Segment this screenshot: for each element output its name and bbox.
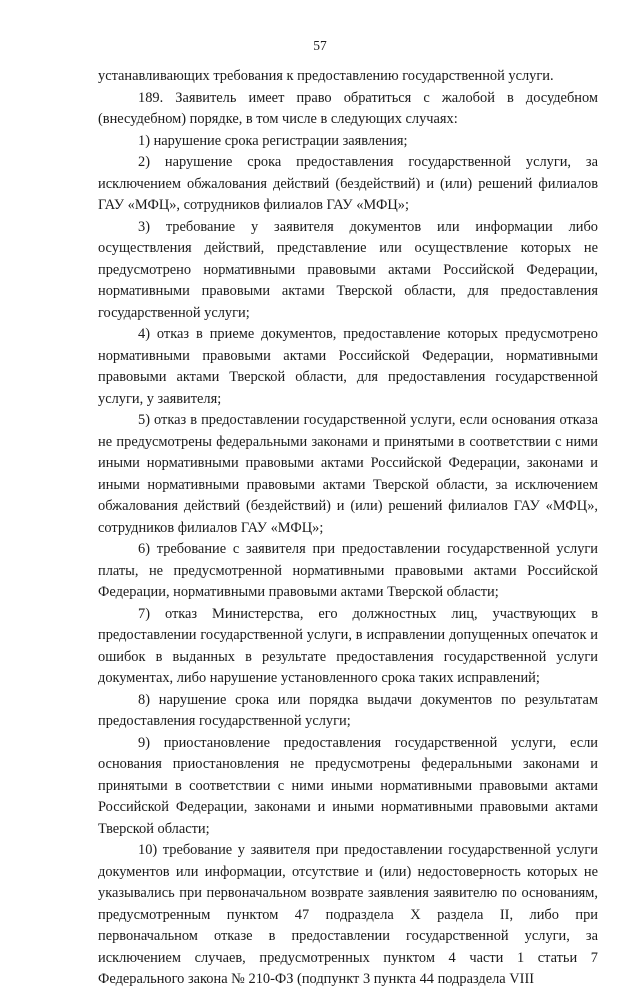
list-item-4: 4) отказ в приеме документов, предоставление которых предусмотрено нормативными правовыми актами Российской Федерации, нормативными правовыми актами Тверской области, для предоставления государственной услуги, у заявителя; (98, 326, 598, 407)
list-item-2: 2) нарушение срока предоставления государственной услуги, за исключением обжалования действий (бездействий) и (или) решений филиалов ГАУ «МФЦ», сотрудников филиалов ГАУ «МФЦ»; (98, 154, 598, 213)
list-item-7: 7) отказ Министерства, его должностных лиц, участвующих в предоставлении государственной услуги, в исправлении допущенных опечаток и ошибок в выданных в результате предоставления государственной услуги документах, либо нарушение установленного срока таких исправлений; (98, 605, 598, 686)
list-item-9: 9) приостановление предоставления государственной услуги, если основания приостановления не предусмотрены федеральными законами и принятыми в соответствии с ними иными нормативными правовыми актами Российской Федерации, законами и иными нормативными правовыми актами Тверской области; (98, 734, 598, 837)
list-item-1: 1) нарушение срока регистрации заявления; (138, 132, 408, 149)
list-item-5: 5) отказ в предоставлении государственной услуги, если основания отказа не предусмотрены федеральными законами и принятыми в соответствии с ними иными нормативными правовыми актами Российской Федерации, законами и иными нормативными правовыми актами Тверской области, за исключением обжалования действий (бездействий) и (или) решений филиалов ГАУ «МФЦ», сотрудников филиалов ГАУ «МФЦ»; (98, 412, 598, 536)
list-item-3: 3) требование у заявителя документов или информации либо осуществления действий, представление или осуществление которых не предусмотрено нормативными правовыми актами Российской Федерации, нормативными правовыми актами Тверской области, для предоставления государственной услуги; (98, 218, 598, 321)
paragraph-189: 189. Заявитель имеет право обратиться с жалобой в досудебном (внесудебном) порядке, в том числе в следующих случаях: (98, 89, 598, 127)
paragraph-continuation: устанавливающих требования к предоставлению государственной услуги. (98, 68, 554, 84)
list-item-10: 10) требование у заявителя при предоставлении государственной услуги документов или информации, отсутствие и (или) недостоверность которых не указывались при первоначальном возврате заявления заявителю по основаниям, предусмотренным пунктом 47 подраздела X раздела II, либо при первоначальном отказе в предоставлении государственной услуги, за исключением случаев, предусмотренных пунктом 4 части 1 статьи 7 Федерального закона № 210-ФЗ (подпункт 3 пункта 44 подраздела VIII (98, 842, 598, 987)
document-body (98, 66, 598, 991)
list-item-6: 6) требование с заявителя при предоставлении государственной услуги платы, не предусмотренной нормативными правовыми актами Российской Федерации, нормативными правовыми актами Тверской области; (98, 541, 598, 600)
page-number: 57 (313, 38, 327, 53)
list-item-8: 8) нарушение срока или порядка выдачи документов по результатам предоставления государственной услуги; (98, 691, 598, 729)
